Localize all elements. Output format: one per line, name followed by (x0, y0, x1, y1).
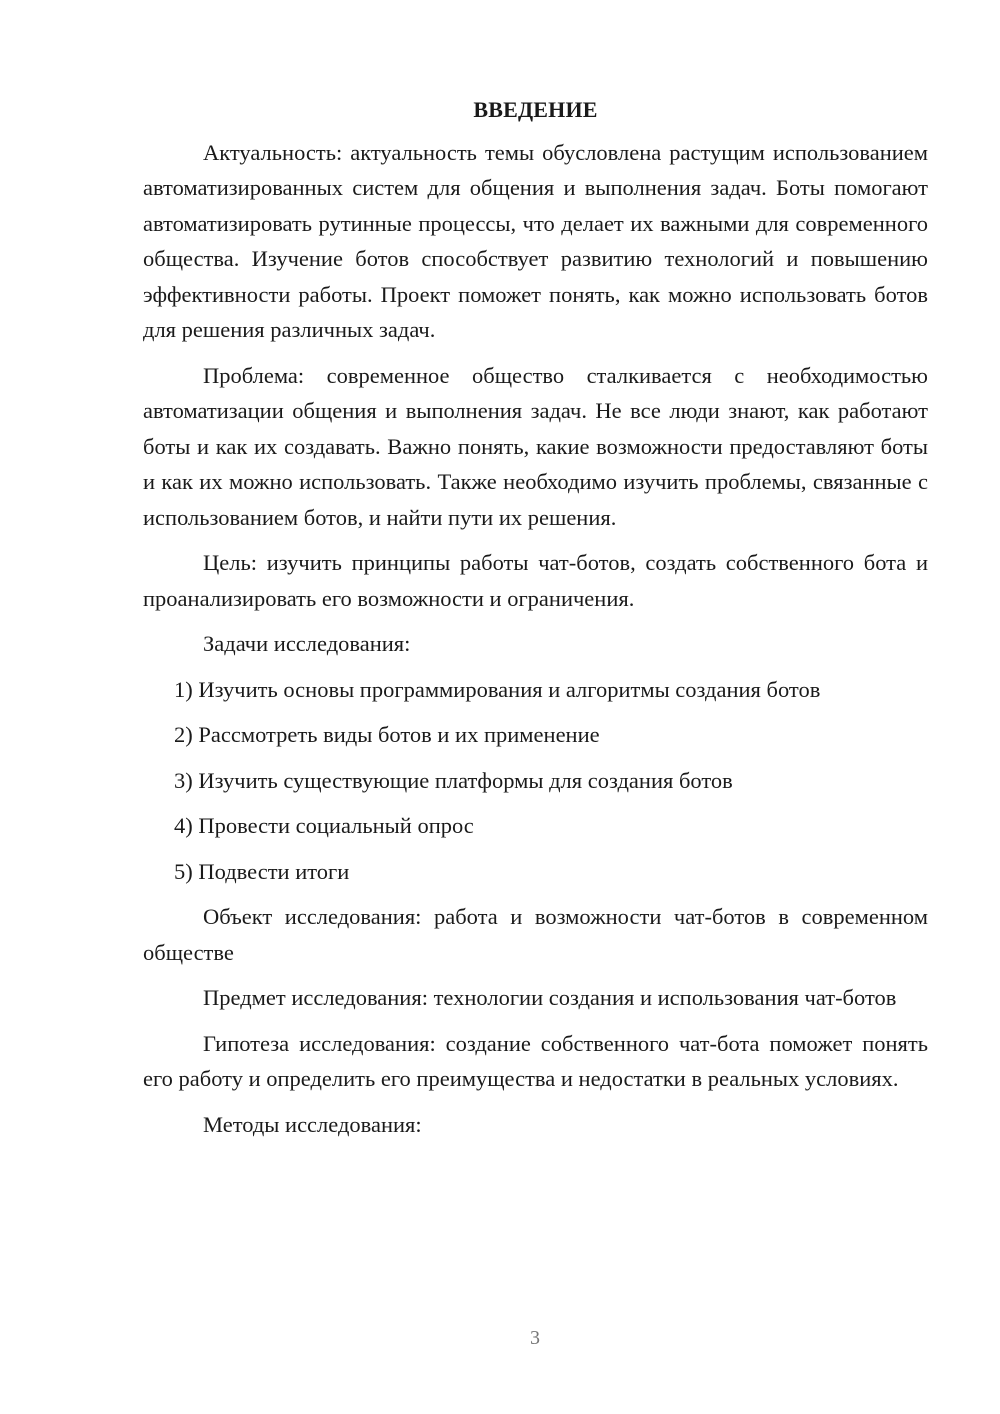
page-number: 3 (530, 1327, 540, 1349)
tasks-list (143, 672, 928, 890)
object-paragraph: Объект исследования: работа и возможности чат-ботов в современном обществе (143, 904, 928, 965)
subject-paragraph: Предмет исследования: технологии создания и использования чат-ботов (203, 985, 897, 1010)
problem-paragraph: Проблема: современное общество сталкивается с необходимостью автоматизации общения и выполнения задач. Не все люди знают, как работают боты и как их создавать. Важно понять, какие возможности предоставляют боты и как их можно использовать. Также необходимо изучить проблемы, связанные с использованием ботов, и найти пути их решения. (143, 362, 928, 530)
hypothesis-paragraph: Гипотеза исследования: создание собственного чат-бота поможет понять его работу и определить его преимущества и недостатки в реальных условиях. (143, 1030, 928, 1091)
task-item: 4) Провести социальный опрос (174, 813, 474, 838)
task-item: 1) Изучить основы программирования и алгоритмы создания ботов (174, 676, 821, 702)
methods-label: Методы исследования: (203, 1111, 422, 1137)
task-item: 5) Подвести итоги (174, 858, 350, 884)
task-item: 3) Изучить существующие платформы для создания ботов (174, 767, 733, 793)
tasks-label: Задачи исследования: (203, 631, 411, 656)
task-item: 2) Рассмотреть виды ботов и их применение (174, 722, 600, 747)
document-page (143, 92, 928, 1152)
relevance-paragraph: Актуальность: актуальность темы обусловлена растущим использованием автоматизированных систем для общения и выполнения задач. Боты помогают автоматизировать рутинные процессы, что делает их важными для современного общества. Изучение ботов способствует развитию технологий и повышению эффективности работы. Проект поможет понять, как можно использовать ботов для решения различных задач. (143, 139, 928, 342)
page-title: ВВЕДЕНИЕ (473, 97, 598, 122)
goal-paragraph: Цель: изучить принципы работы чат-ботов, создать собственного бота и проанализировать его возможности и ограничения. (143, 550, 928, 611)
